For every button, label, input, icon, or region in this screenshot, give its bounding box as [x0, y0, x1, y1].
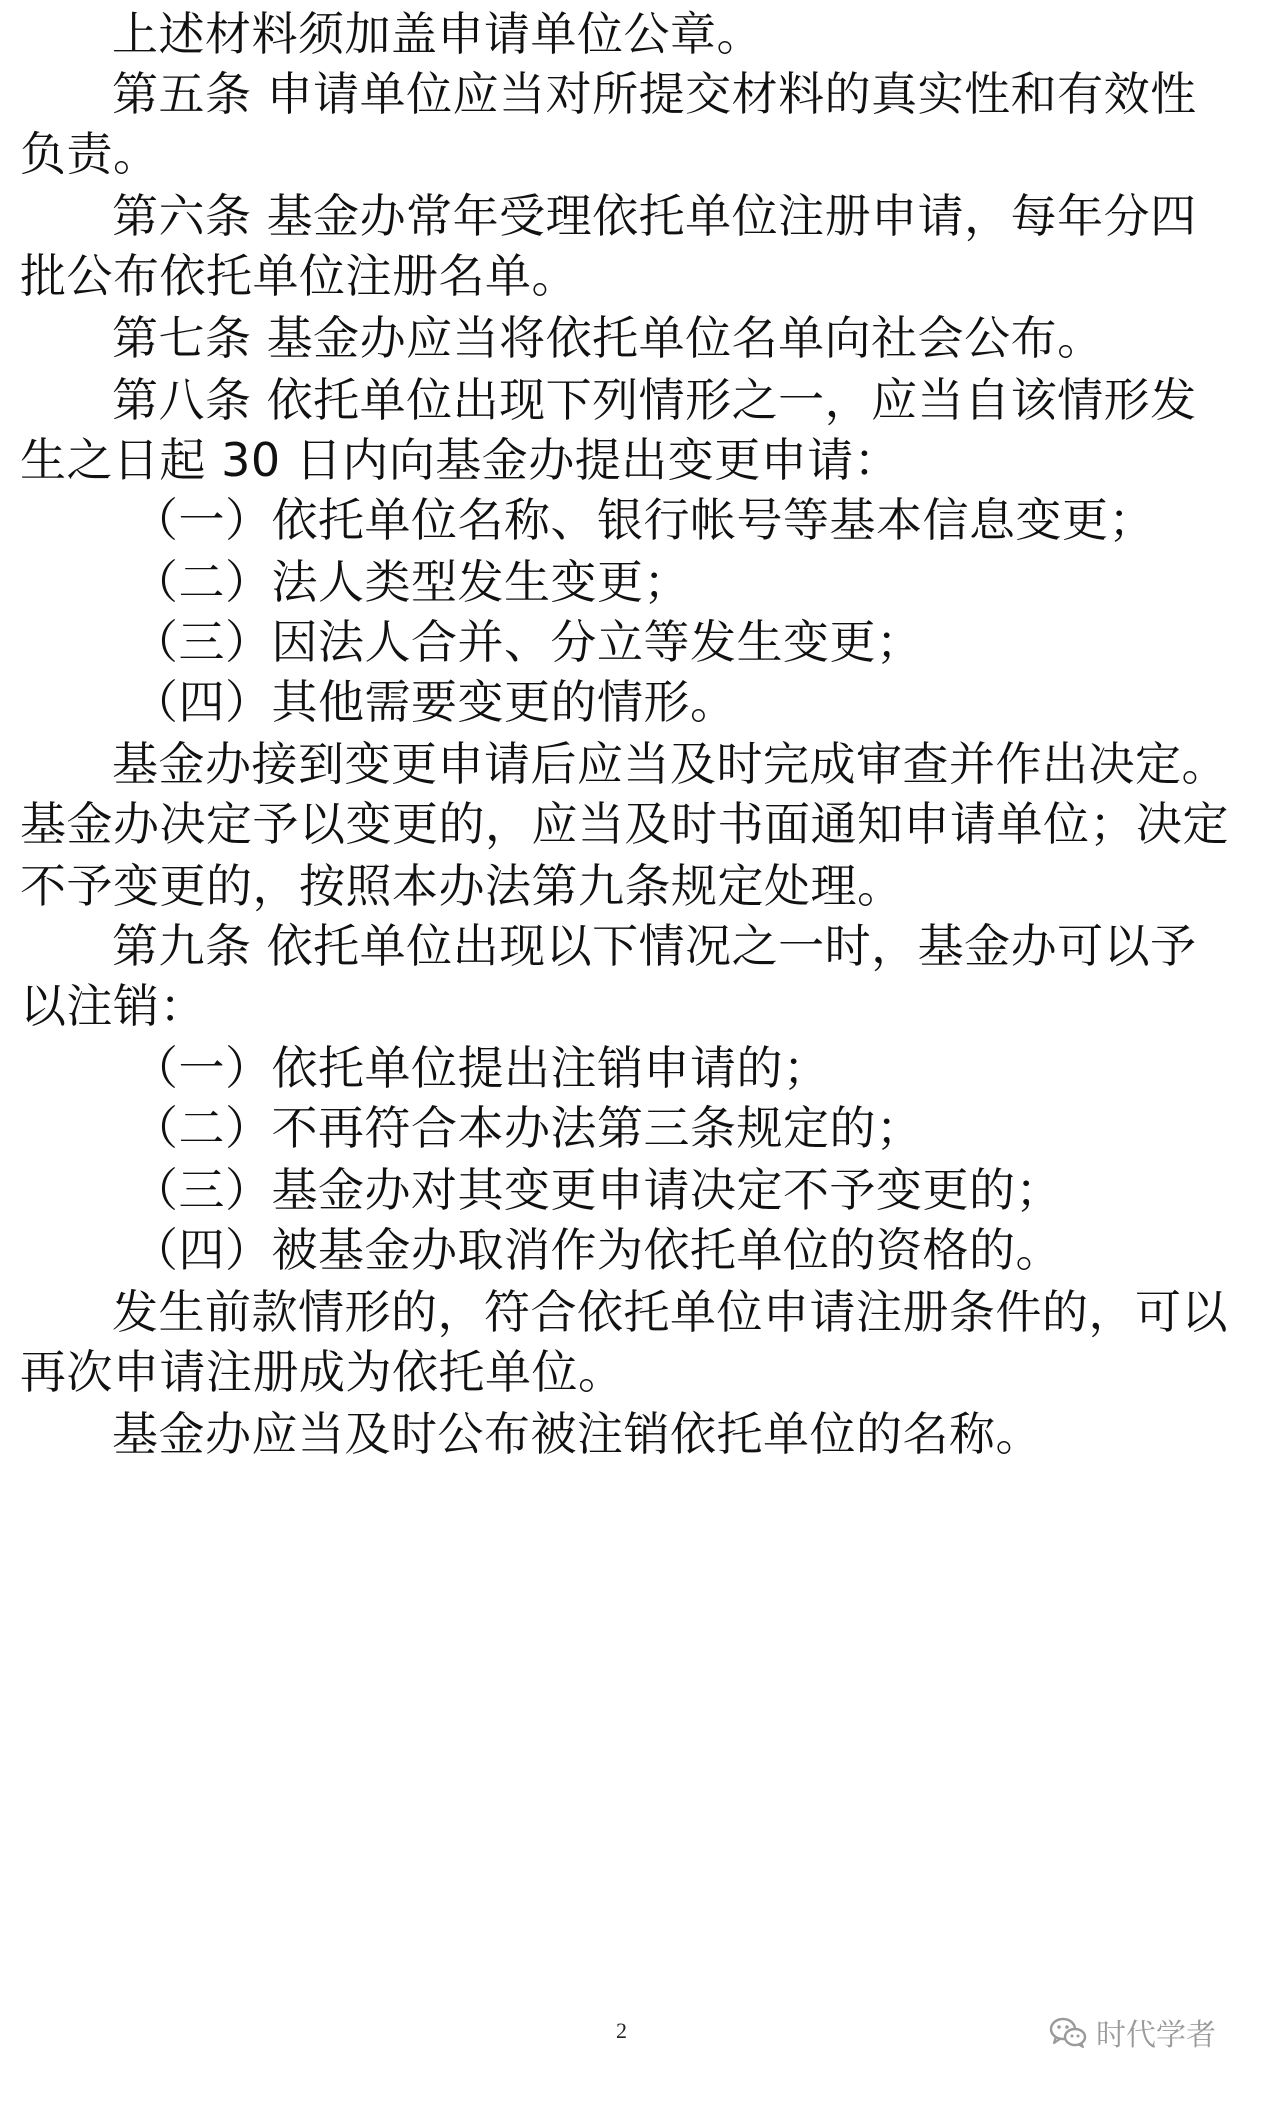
- article-5-continuation: 负责。: [20, 127, 160, 181]
- article-6-line: 第六条 基金办常年受理依托单位注册申请，每年分四: [112, 189, 1197, 243]
- article-9-item-1: （一）依托单位提出注销申请的；: [132, 1041, 830, 1095]
- article-8-continuation: 生之日起 30 日内向基金办提出变更申请：: [20, 433, 901, 487]
- change-decision-line: 基金办接到变更申请后应当及时完成审查并作出决定。: [112, 737, 1228, 791]
- wechat-icon: [1048, 2015, 1088, 2049]
- article-8-line: 第八条 依托单位出现下列情形之一，应当自该情形发: [112, 373, 1197, 427]
- watermark-label: 时代学者: [1096, 2018, 1216, 2053]
- page-number: 2: [616, 2018, 627, 2043]
- article-8-item-4: （四）其他需要变更的情形。: [132, 675, 737, 729]
- article-6-continuation: 批公布依托单位注册名单。: [20, 249, 578, 303]
- change-decision-continuation: 不予变更的，按照本办法第九条规定处理。: [20, 859, 904, 913]
- re-registration-line: 发生前款情形的，符合依托单位申请注册条件的，可以: [112, 1285, 1228, 1339]
- article-5-line: 第五条 申请单位应当对所提交材料的真实性和有效性: [112, 67, 1197, 121]
- article-9-item-3: （三）基金办对其变更申请决定不予变更的；: [132, 1163, 1062, 1217]
- article-9-item-2: （二）不再符合本办法第三条规定的；: [132, 1101, 923, 1155]
- change-decision-continuation: 基金办决定予以变更的，应当及时书面通知申请单位；决定: [20, 797, 1229, 851]
- article-9-line: 第九条 依托单位出现以下情况之一时，基金办可以予: [112, 919, 1197, 973]
- document-page: [20, 0, 1240, 2102]
- watermark: [1048, 2012, 1216, 2052]
- paragraph-line: 上述材料须加盖申请单位公章。: [112, 7, 763, 61]
- article-7-line: 第七条 基金办应当将依托单位名单向社会公布。: [112, 311, 1104, 365]
- article-9-item-4: （四）被基金办取消作为依托单位的资格的。: [132, 1223, 1062, 1277]
- article-9-continuation: 以注销：: [20, 979, 206, 1033]
- article-8-item-1: （一）依托单位名称、银行帐号等基本信息变更；: [132, 493, 1155, 547]
- publication-line: 基金办应当及时公布被注销依托单位的名称。: [112, 1407, 1042, 1461]
- article-8-item-3: （三）因法人合并、分立等发生变更；: [132, 615, 923, 669]
- article-8-item-2: （二）法人类型发生变更；: [132, 555, 690, 609]
- re-registration-continuation: 再次申请注册成为依托单位。: [20, 1345, 625, 1399]
